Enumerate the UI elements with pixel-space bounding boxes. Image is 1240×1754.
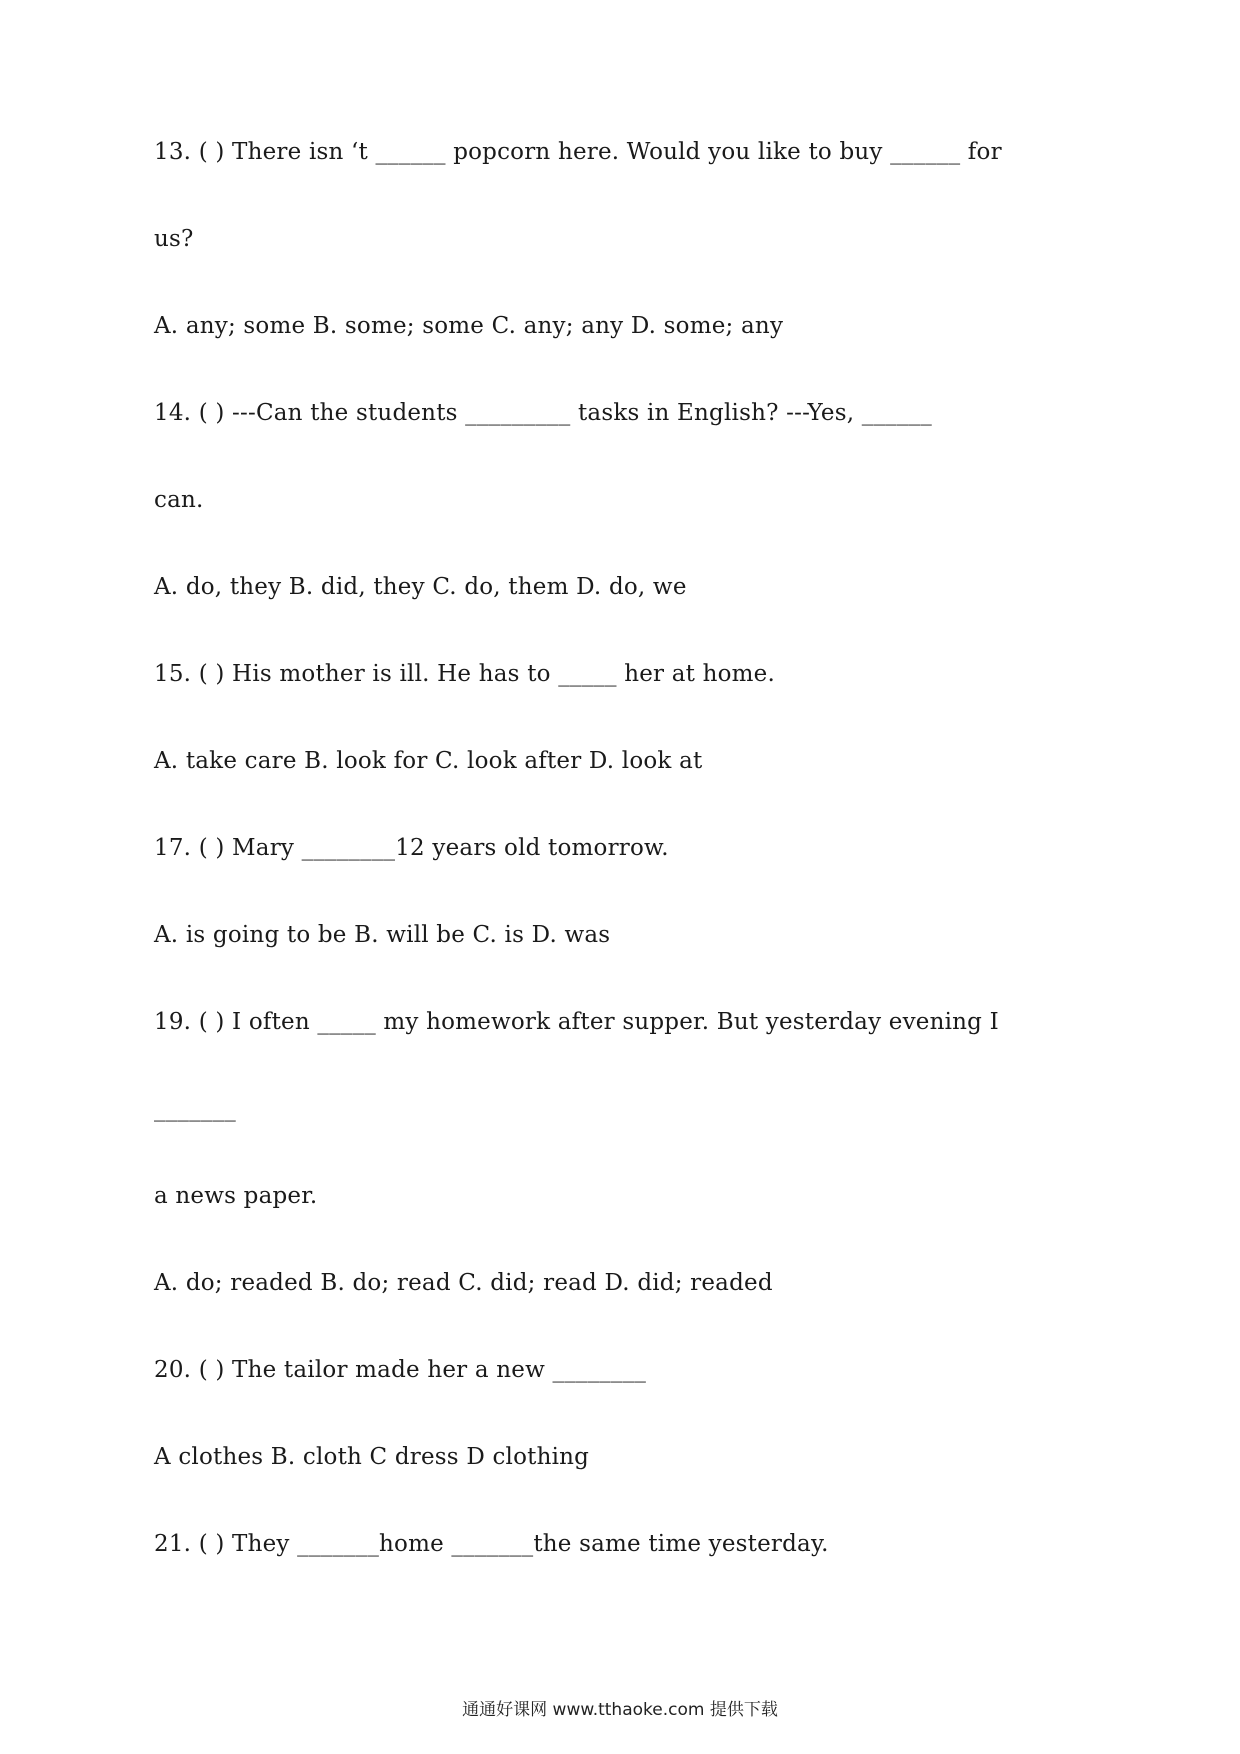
question-19-options: A. do; readed B. do; read C. did; read D. did; readed bbox=[154, 1270, 773, 1296]
question-14-line-2: can. bbox=[154, 487, 204, 513]
question-19-line-3: a news paper. bbox=[154, 1183, 318, 1209]
question-15-options: A. take care B. look for C. look after D. look at bbox=[154, 748, 703, 774]
question-21: 21. ( ) They _______home _______the same time yesterday. bbox=[154, 1531, 829, 1557]
page-footer: 通通好课网 www.tthaoke.com 提供下载 bbox=[462, 1700, 778, 1720]
question-13-options: A. any; some B. some; some C. any; any D. some; any bbox=[154, 313, 784, 339]
question-19-line-2: _______ bbox=[154, 1096, 236, 1122]
question-14-line-1: 14. ( ) ---Can the students _________ tasks in English? ---Yes, ______ bbox=[154, 400, 932, 426]
question-13-line-1: 13. ( ) There isn ‘t ______ popcorn here. Would you like to buy ______ for bbox=[154, 139, 1002, 165]
question-17-options: A. is going to be B. will be C. is D. was bbox=[154, 922, 611, 948]
question-19-line-1: 19. ( ) I often _____ my homework after supper. But yesterday evening I bbox=[154, 1009, 999, 1035]
question-20: 20. ( ) The tailor made her a new ________ bbox=[154, 1357, 647, 1383]
question-17: 17. ( ) Mary ________12 years old tomorrow. bbox=[154, 835, 669, 861]
question-13-line-2: us? bbox=[154, 226, 194, 252]
question-15: 15. ( ) His mother is ill. He has to _____ her at home. bbox=[154, 661, 775, 687]
exam-content bbox=[154, 137, 1114, 1616]
question-20-options: A clothes B. cloth C dress D clothing bbox=[154, 1444, 590, 1470]
question-14-options: A. do, they B. did, they C. do, them D. do, we bbox=[154, 574, 687, 600]
